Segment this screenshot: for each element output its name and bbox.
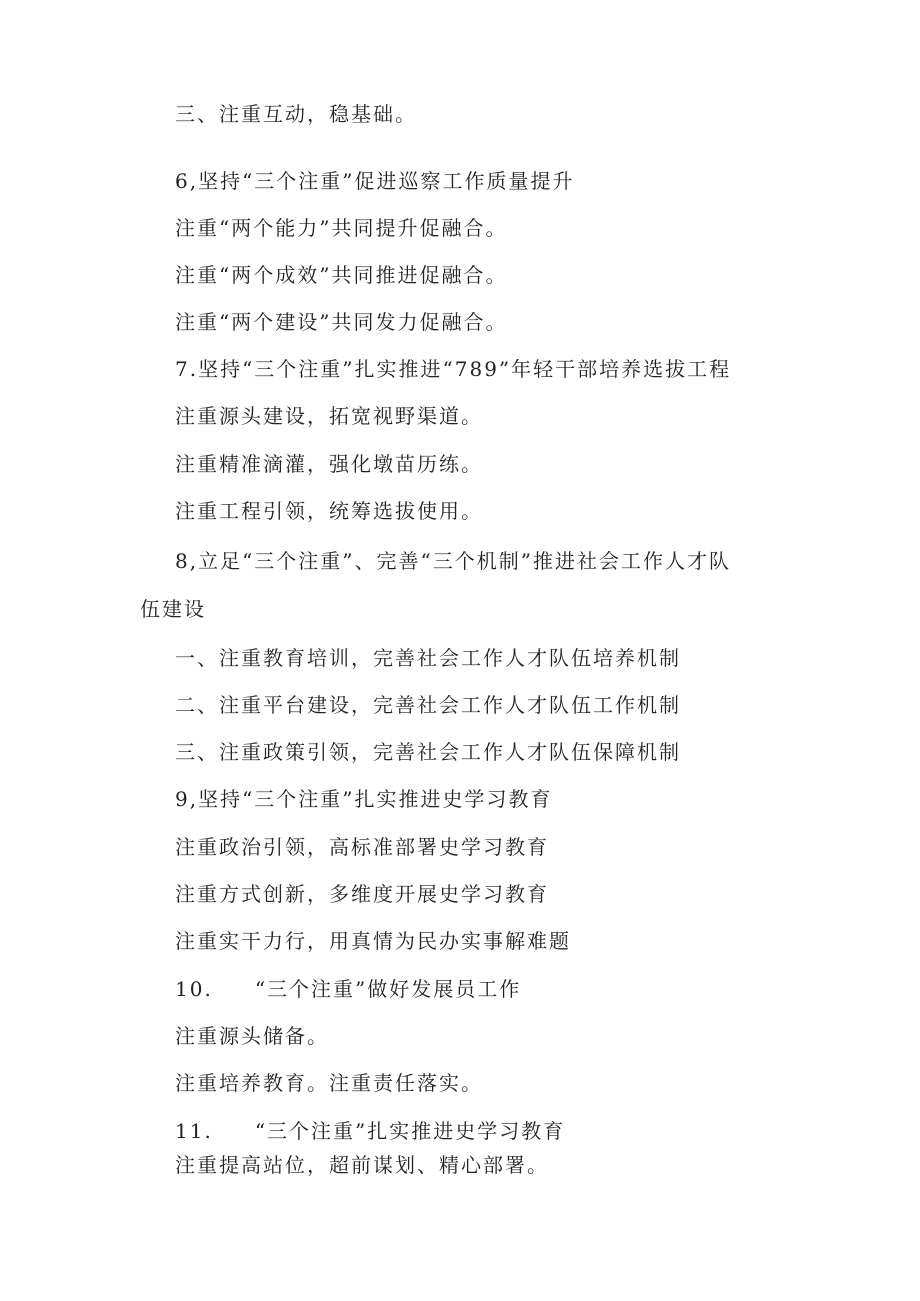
text-line: 注重源头建设，拓宽视野渠道。 xyxy=(175,404,483,428)
text-line: 注重精准滴灌，强化墩苗历练。 xyxy=(175,452,483,476)
section-number: 10. xyxy=(175,977,213,1001)
section-title: “三个注重”扎实推进史学习教育 xyxy=(254,1119,566,1143)
section-heading xyxy=(175,1117,565,1145)
text-line: 注重源头储备。 xyxy=(175,1024,329,1048)
text-line: 三、注重政策引领，完善社会工作人才队伍保障机制 xyxy=(175,740,681,764)
section-heading-continued: 伍建设 xyxy=(140,597,206,621)
text-line: 注重工程引领，统筹选拔使用。 xyxy=(175,499,483,523)
text-line: 注重培养教育。注重责任落实。 xyxy=(175,1071,483,1095)
text-line: 二、注重平台建设，完善社会工作人才队伍工作机制 xyxy=(175,693,681,717)
section-heading: 9,坚持“三个注重”扎实推进史学习教育 xyxy=(175,787,553,811)
text-line: 注重“两个成效”共同推进促融合。 xyxy=(175,263,508,287)
text-line: 三、注重互动，稳基础。 xyxy=(175,102,417,126)
text-line: 一、注重教育培训，完善社会工作人才队伍培养机制 xyxy=(175,646,681,670)
text-line: 注重方式创新，多维度开展史学习教育 xyxy=(175,882,549,906)
section-title: “三个注重”做好发展员工作 xyxy=(254,977,522,1001)
section-heading: 6,坚持“三个注重”促进巡察工作质量提升 xyxy=(175,169,575,193)
section-heading: 8,立足“三个注重”、完善“三个机制”推进社会工作人才队 xyxy=(175,549,731,573)
section-heading: 7.坚持“三个注重”扎实推进“789”年轻干部培养选拔工程 xyxy=(175,357,732,381)
text-line: 注重“两个能力”共同提升促融合。 xyxy=(175,216,508,240)
text-line: 注重提高站位，超前谋划、精心部署。 xyxy=(175,1153,549,1177)
section-heading xyxy=(175,975,521,1003)
text-line: 注重“两个建设”共同发力促融合。 xyxy=(175,310,508,334)
text-line: 注重政治引领，高标准部署史学习教育 xyxy=(175,835,549,859)
text-line: 注重实干力行，用真情为民办实事解难题 xyxy=(175,929,571,953)
section-number: 11. xyxy=(175,1119,213,1143)
